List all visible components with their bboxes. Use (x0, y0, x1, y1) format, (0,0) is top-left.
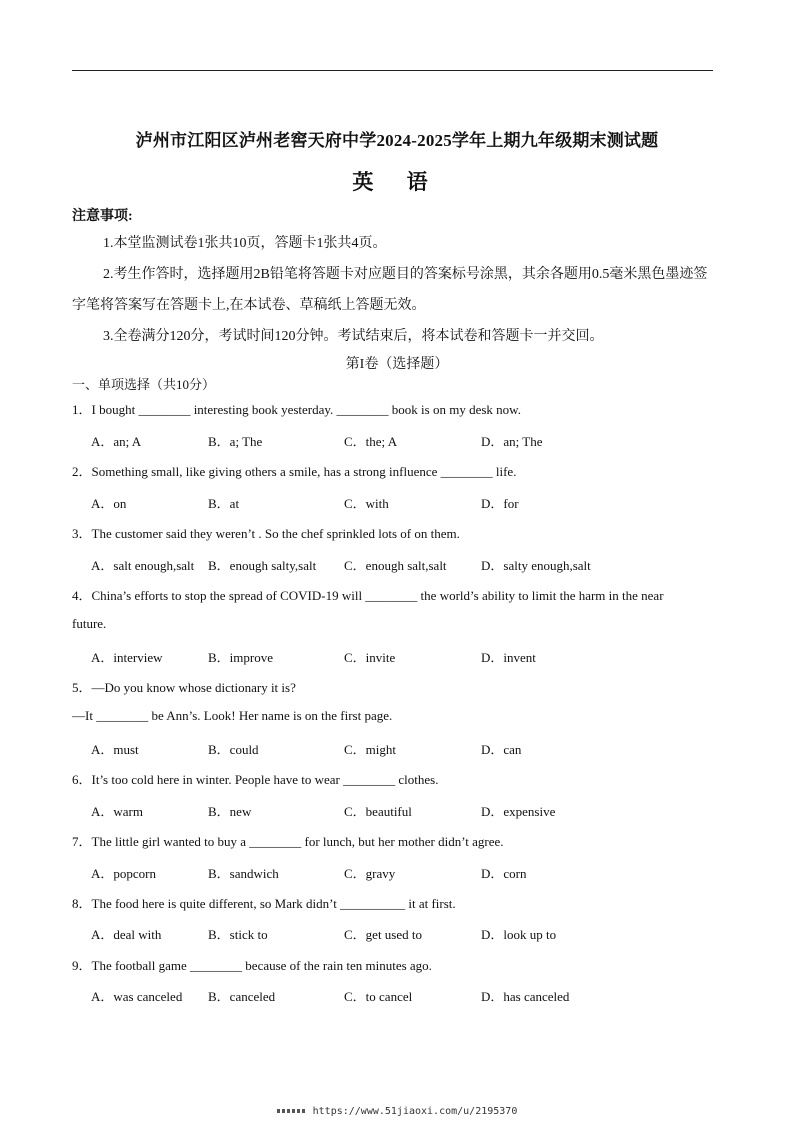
question-5-continuation: —It ________ be Ann’s. Look! Her name is on the first page. (72, 708, 393, 723)
option-c: C．beautiful (344, 804, 412, 819)
option-b: B．new (208, 804, 252, 819)
question-2: 2．Something small, like giving others a smile, has a strong influence ________ life. (72, 464, 517, 479)
question-5-options (91, 739, 711, 757)
option-c: C．invite (344, 650, 396, 665)
option-c: C．get used to (344, 927, 422, 942)
question-1-options (91, 431, 711, 449)
question-3: 3．The customer said they weren’t . So the chef sprinkled lots of on them. (72, 526, 460, 541)
option-b: B．a; The (208, 434, 263, 449)
notice-heading: 注意事项: (72, 209, 133, 224)
section-title: 一、单项选择（共10分） (72, 377, 216, 392)
option-a: A．must (91, 742, 139, 757)
footer-watermark (0, 1106, 794, 1117)
option-b: B．could (208, 742, 259, 757)
option-d: D．can (481, 742, 522, 757)
option-d: D．salty enough,salt (481, 558, 591, 573)
question-8: 8．The food here is quite different, so Mark didn’t __________ it at first. (72, 896, 456, 911)
question-7: 7．The little girl wanted to buy a ________ for lunch, but her mother didn’t agree. (72, 834, 504, 849)
question-1: 1．I bought ________ interesting book yesterday. ________ book is on my desk now. (72, 402, 521, 417)
option-b: B．improve (208, 650, 273, 665)
watermark-logo-icon (277, 1109, 307, 1113)
option-a: A．on (91, 496, 127, 511)
question-4-options (91, 647, 711, 665)
question-6-options (91, 801, 711, 819)
option-b: B．canceled (208, 989, 276, 1004)
option-d: D．expensive (481, 804, 556, 819)
option-c: C．enough salt,salt (344, 558, 447, 573)
option-a: A．interview (91, 650, 163, 665)
option-c: C．with (344, 496, 389, 511)
question-3-options (91, 555, 711, 573)
footer-url[interactable]: https://www.51jiaoxi.com/u/2195370 (312, 1106, 518, 1117)
option-d: D．for (481, 496, 519, 511)
option-d: D．corn (481, 866, 527, 881)
option-d: D．look up to (481, 927, 557, 942)
part-title: 第I卷（选择题） (345, 357, 449, 372)
notice-item: 1.本堂监测试卷1张共10页，答题卡1张共4页。 (103, 236, 387, 251)
header-rule (72, 70, 713, 71)
question-8-options (91, 924, 711, 942)
option-a: A．warm (91, 804, 143, 819)
option-c: C．to cancel (344, 989, 413, 1004)
option-d: D．an; The (481, 434, 543, 449)
question-5: 5．—Do you know whose dictionary it is? (72, 680, 296, 695)
question-4: 4．China’s efforts to stop the spread of COVID-19 will ________ the world’s ability to limit the harm in the near (72, 588, 664, 603)
question-2-options (91, 493, 711, 511)
option-c: C．gravy (344, 866, 396, 881)
subject-heading: 英 语 (352, 170, 442, 194)
exam-title: 泸州市江阳区泸州老窖天府中学2024-2025学年上期九年级期末测试题 (135, 131, 659, 150)
question-4-continuation: future. (72, 616, 107, 631)
option-b: B．sandwich (208, 866, 279, 881)
option-c: C．might (344, 742, 397, 757)
question-9-options (91, 986, 711, 1004)
notice-item: 3.全卷满分120分，考试时间120分钟。考试结束后，将本试卷和答题卡一并交回。 (103, 329, 604, 344)
option-b: B．at (208, 496, 240, 511)
question-7-options (91, 863, 711, 881)
question-6: 6．It’s too cold here in winter. People have to wear ________ clothes. (72, 772, 439, 787)
option-b: B．enough salty,salt (208, 558, 317, 573)
option-b: B．stick to (208, 927, 268, 942)
option-a: A．salt enough,salt (91, 558, 195, 573)
option-a: A．deal with (91, 927, 162, 942)
option-c: C．the; A (344, 434, 398, 449)
option-a: A．an; A (91, 434, 142, 449)
option-a: A．was canceled (91, 989, 183, 1004)
option-a: A．popcorn (91, 866, 156, 881)
notice-item: 2.考生作答时，选择题用2B铅笔将答题卡对应题目的答案标号涂黑，其余各题用0.5毫米黑色墨迹签字笔将答案写在答题卡上,在本试卷、草稿纸上答题无效。 (72, 267, 708, 313)
option-d: D．invent (481, 650, 536, 665)
option-d: D．has canceled (481, 989, 570, 1004)
question-9: 9．The football game ________ because of the rain ten minutes ago. (72, 958, 432, 973)
